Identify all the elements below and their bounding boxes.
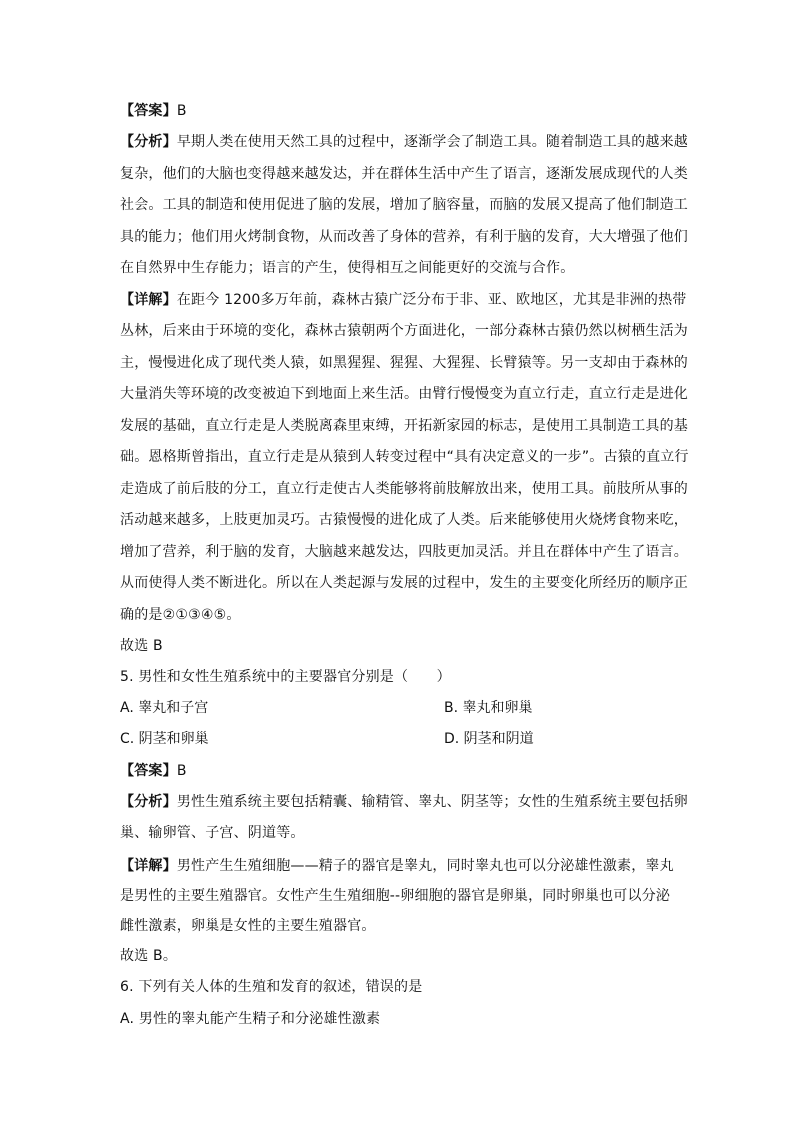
detail-text: 增加了营养，利于脑的发育，大脑越来越发达，四肢更加灵活。并且在群体中产生了语言。 (120, 544, 688, 560)
detail-text: 发展的基础，直立行走是人类脱离森里束缚，开拓新家园的标志，是使用工具制造工具的基 (120, 418, 688, 434)
detail-text: 确的是②①③④⑤。 (120, 607, 241, 623)
detail-text: 在距今 1200多万年前，森林古猿广泛分布于非、亚、欧地区，尤其是非洲的热带 (176, 292, 687, 308)
q5-detail-line (120, 856, 674, 876)
analysis-text: 男性生殖系统主要包括精囊、输精管、睾丸、阴茎等；女性的生殖系统主要包括卵 (176, 794, 689, 810)
answer-label: 【答案】 (120, 763, 177, 779)
analysis-text: 社会。工具的制造和使用促进了脑的发展，增加了脑容量，而脑的发展又提高了他们制造工 (120, 197, 688, 213)
q5-analysis-line (120, 792, 688, 812)
q5-option-a: A. 睾丸和子宫 (120, 700, 209, 716)
answer-value: B (176, 763, 187, 779)
analysis-label: 【分析】 (120, 134, 177, 150)
analysis-text: 早期人类在使用天然工具的过程中，逐渐学会了制造工具。随着制造工具的越来越 (176, 134, 689, 150)
detail-text: 活动越来越多，上肢更加灵巧。古猿慢慢的进化成了人类。后来能够使用火烧烤食物来吃， (120, 512, 688, 528)
q6-stem: 6. 下列有关人体的生殖和发育的叙述，错误的是 (120, 979, 423, 995)
q4-analysis-line (120, 132, 688, 152)
analysis-text: 复杂，他们的大脑也变得越来越发达，并在群体生活中产生了语言，逐渐发展成现代的人类 (120, 166, 688, 182)
q5-option-d: D. 阴茎和阴道 (444, 731, 534, 747)
detail-label: 【详解】 (120, 292, 177, 308)
detail-text: 走造成了前后肢的分工，直立行走使古人类能够将前肢解放出来，使用工具。前肢所从事的 (120, 481, 688, 497)
analysis-text: 巢、输卵管、子宫、阴道等。 (120, 825, 305, 841)
detail-text: 大量消失等环境的改变被迫下到地面上来生活。由臂行慢慢变为直立行走，直立行走是进化 (120, 386, 688, 402)
detail-text: 主，慢慢进化成了现代类人猿，如黑猩猩、猩猩、大猩猩、长臂猿等。另一支却由于森林的 (120, 355, 688, 371)
answer-label: 【答案】 (120, 103, 177, 119)
q5-conclusion: 故选 B。 (120, 948, 178, 964)
q5-answer-line (120, 761, 187, 781)
q6-option-a: A. 男性的睾丸能产生精子和分泌雄性激素 (120, 1011, 381, 1027)
q4-answer-line (120, 101, 187, 121)
detail-text: 础。恩格斯曾指出，直立行走是从猿到人转变过程中“具有决定意义的一步”。古猿的直立行 (120, 449, 689, 465)
detail-text: 是男性的主要生殖器官。女性产生生殖细胞--卵细胞的器官是卵巢，同时卵巢也可以分泌 (120, 888, 671, 904)
q5-stem: 5. 男性和女性生殖系统中的主要器官分别是（ ） (120, 669, 451, 685)
detail-text: 男性产生生殖细胞——精子的器官是睾丸，同时睾丸也可以分泌雄性激素，睾丸 (176, 858, 674, 874)
detail-text: 从而使得人类不断进化。所以在人类起源与发展的过程中，发生的主要变化所经历的顺序正 (120, 575, 688, 591)
analysis-label: 【分析】 (120, 794, 177, 810)
analysis-text: 在自然界中生存能力；语言的产生，使得相互之间能更好的交流与合作。 (120, 260, 575, 276)
detail-label: 【详解】 (120, 858, 177, 874)
analysis-text: 具的能力；他们用火烤制食物，从而改善了身体的营养，有利于脑的发育，大大增强了他们 (120, 229, 688, 245)
detail-text: 丛林，后来由于环境的变化，森林古猿朝两个方面进化，一部分森林古猿仍然以树栖生活为 (120, 323, 688, 339)
q5-option-c: C. 阴茎和卵巢 (120, 731, 209, 747)
q4-detail-line (120, 290, 687, 310)
detail-text: 雌性激素，卵巢是女性的主要生殖器官。 (120, 918, 376, 934)
q5-option-b: B. 睾丸和卵巢 (444, 700, 533, 716)
q4-conclusion: 故选 B (120, 638, 163, 654)
answer-value: B (176, 103, 187, 119)
